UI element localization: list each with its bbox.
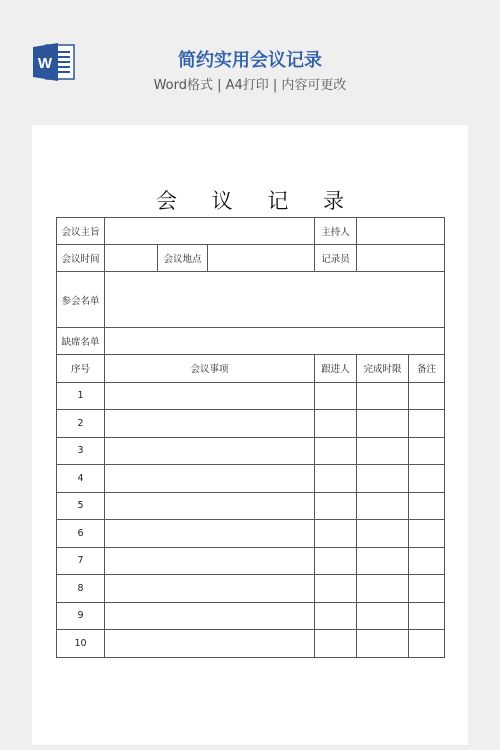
row-remark-cell[interactable]: [409, 575, 445, 603]
recorder-label: 记录员: [315, 245, 357, 272]
row-index: 7: [57, 547, 105, 575]
row-index: 9: [57, 602, 105, 630]
row-deadline-cell[interactable]: [357, 630, 409, 658]
row-remark-cell[interactable]: [409, 520, 445, 548]
document-page: [32, 125, 468, 745]
row-follower-cell[interactable]: [315, 437, 357, 465]
row-index: 1: [57, 382, 105, 410]
header-matter: 会议事项: [105, 355, 315, 383]
table-row: [57, 520, 445, 548]
time-label: 会议时间: [57, 245, 105, 272]
row-follower-cell[interactable]: [315, 520, 357, 548]
row-index: 6: [57, 520, 105, 548]
row-follower-cell[interactable]: [315, 630, 357, 658]
document-title: 会 议 记 录: [155, 189, 359, 213]
page-title: 简约实用会议记录: [178, 50, 322, 71]
row-remark-cell[interactable]: [409, 410, 445, 438]
time-field[interactable]: [105, 245, 158, 272]
row-deadline-cell[interactable]: [357, 547, 409, 575]
row-deadline-cell[interactable]: [357, 492, 409, 520]
row-follower-cell[interactable]: [315, 575, 357, 603]
table-row: [57, 630, 445, 658]
table-row: [57, 575, 445, 603]
row-matter-cell[interactable]: [105, 520, 315, 548]
row-index: 4: [57, 465, 105, 493]
table-row: [57, 437, 445, 465]
absentees-field[interactable]: [105, 328, 445, 355]
host-label: 主持人: [315, 218, 357, 245]
attendees-field[interactable]: [105, 272, 445, 328]
host-field[interactable]: [357, 218, 445, 245]
row-follower-cell[interactable]: [315, 465, 357, 493]
row-remark-cell[interactable]: [409, 437, 445, 465]
row-deadline-cell[interactable]: [357, 465, 409, 493]
table-row: [57, 492, 445, 520]
row-remark-cell[interactable]: [409, 382, 445, 410]
location-label: 会议地点: [158, 245, 208, 272]
row-deadline-cell[interactable]: [357, 575, 409, 603]
attendees-label: 参会名单: [57, 272, 105, 328]
row-index: 10: [57, 630, 105, 658]
row-deadline-cell[interactable]: [357, 437, 409, 465]
row-matter-cell[interactable]: [105, 575, 315, 603]
row-deadline-cell[interactable]: [357, 602, 409, 630]
row-index: 8: [57, 575, 105, 603]
svg-text:W: W: [37, 55, 53, 72]
header-deadline: 完成时限: [357, 355, 409, 383]
row-remark-cell[interactable]: [409, 630, 445, 658]
row-matter-cell[interactable]: [105, 465, 315, 493]
page-subtitle: Word格式 | A4打印 | 内容可更改: [153, 78, 347, 93]
table-row: [57, 602, 445, 630]
row-deadline-cell[interactable]: [357, 520, 409, 548]
recorder-field[interactable]: [357, 245, 445, 272]
row-matter-cell[interactable]: [105, 437, 315, 465]
row-remark-cell[interactable]: [409, 492, 445, 520]
row-matter-cell[interactable]: [105, 602, 315, 630]
row-deadline-cell[interactable]: [357, 410, 409, 438]
row-follower-cell[interactable]: [315, 410, 357, 438]
page-header: [0, 0, 500, 110]
meeting-record-table: [56, 217, 445, 658]
row-index: 2: [57, 410, 105, 438]
row-matter-cell[interactable]: [105, 630, 315, 658]
location-field[interactable]: [208, 245, 315, 272]
table-row: [57, 465, 445, 493]
table-row: [57, 382, 445, 410]
row-matter-cell[interactable]: [105, 547, 315, 575]
row-matter-cell[interactable]: [105, 382, 315, 410]
header-remark: 备注: [409, 355, 445, 383]
row-follower-cell[interactable]: [315, 547, 357, 575]
row-follower-cell[interactable]: [315, 602, 357, 630]
row-index: 5: [57, 492, 105, 520]
table-row: [57, 410, 445, 438]
row-matter-cell[interactable]: [105, 410, 315, 438]
topic-label: 会议主旨: [57, 218, 105, 245]
row-deadline-cell[interactable]: [357, 382, 409, 410]
header-index: 序号: [57, 355, 105, 383]
row-index: 3: [57, 437, 105, 465]
row-follower-cell[interactable]: [315, 382, 357, 410]
header-follower: 跟进人: [315, 355, 357, 383]
topic-field[interactable]: [105, 218, 315, 245]
row-follower-cell[interactable]: [315, 492, 357, 520]
row-remark-cell[interactable]: [409, 602, 445, 630]
row-matter-cell[interactable]: [105, 492, 315, 520]
absentees-label: 缺席名单: [57, 328, 105, 355]
row-remark-cell[interactable]: [409, 547, 445, 575]
table-row: [57, 547, 445, 575]
row-remark-cell[interactable]: [409, 465, 445, 493]
